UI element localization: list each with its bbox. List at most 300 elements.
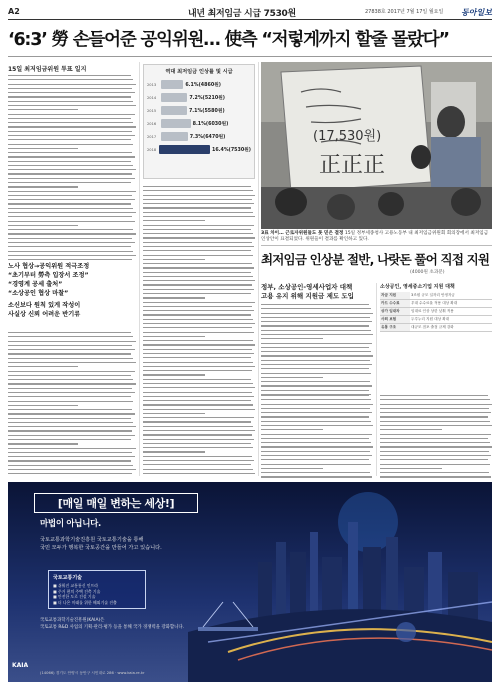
text-line [261,446,373,447]
text-line [261,347,369,348]
table-row [380,292,492,300]
text-line [261,385,372,386]
wage-year: 2015 [147,108,157,113]
text-line [143,314,251,315]
text-line [8,426,136,427]
text-line [8,114,135,115]
policy-detail: 대규모 점포 출점 규제 강화 [410,324,492,332]
text-line [143,447,253,448]
kaia-logo: KAIA [12,662,29,669]
text-line [8,122,133,123]
text-line [8,169,136,170]
text-line [380,416,488,417]
text-line [143,344,255,345]
ad-box-item: ■ 더 나은 미래를 위한 해외기술 진출 [53,599,117,605]
text-line [143,319,253,320]
table-row [380,324,492,332]
text-line [8,139,131,140]
text-line [261,468,323,469]
text-line [143,310,254,311]
text-line [143,297,205,298]
text-line [261,330,371,331]
page-header [8,5,492,19]
text-line [8,96,131,97]
policy-detail: 3조원 규모 일자리 안정자금 [410,292,492,300]
wage-row [147,78,251,91]
subhead-line: 정부, 소상공인-영세사업자 대책 [261,283,353,291]
text-line [143,233,253,234]
text-line [143,430,255,431]
text-line [143,220,205,221]
text-line [261,455,372,456]
text-line [261,442,371,443]
text-line [8,418,131,419]
subhead-line: 사실상 신뢰 어려운 반기류 [8,311,81,318]
text-line [8,182,131,183]
text-line [143,392,252,393]
text-line [261,390,369,391]
text-line [143,306,252,307]
text-line [8,225,78,226]
policy-category: 카드 수수료 [380,300,410,308]
text-line [8,422,133,423]
text-line [8,460,131,461]
policy-category: 상가 임대차 [380,308,410,316]
text-line [143,434,252,435]
text-line [143,349,252,350]
text-line [8,178,135,179]
text-line [8,191,136,192]
wage-bar [161,119,191,128]
table-row [380,308,492,316]
subhead-line: “소상공인 협상 마찰” [8,290,69,297]
ad-box-item: ■ 쉬워진 교통통신 인프라 [53,583,98,588]
ad-tech-box [48,570,146,609]
wage-bar [161,132,188,141]
text-line [143,443,251,444]
text-line [8,452,132,453]
wage-rate-label: 7.1%(5580원) [188,109,225,114]
text-line [261,308,371,309]
text-line [143,195,255,196]
text-line [8,332,131,333]
news-photo [261,62,492,229]
text-line [8,135,135,136]
text-line [261,416,369,417]
text-line [143,327,252,328]
text-line [380,446,492,447]
text-line [8,109,78,110]
text-line [143,357,251,358]
section-title: 내년 최저임금 시급 7530원 [188,9,296,19]
text-line [8,251,133,252]
text-line [261,317,370,318]
text-line [380,451,489,452]
text-line [143,242,252,243]
text-line [8,259,132,260]
text-line [8,375,131,376]
subhead-line: “경영계 공세 출처” [8,281,63,288]
ad-headline: [매일 매일 변하는 세상!] [34,493,198,513]
text-line [8,131,132,132]
story2-subhead [261,283,373,301]
text-line [8,242,135,243]
ad-subline: 마법이 아닙니다. [40,519,101,529]
text-line [380,399,490,400]
text-line [143,362,253,363]
text-line [8,469,136,470]
text-line [143,225,254,226]
text-line [8,203,131,204]
text-line [380,472,489,473]
text-line [8,238,132,239]
text-line [380,425,492,426]
wage-row [147,91,251,104]
text-line [380,442,490,443]
text-line [143,289,254,290]
text-line [261,368,369,369]
text-line [143,263,252,264]
text-line [8,430,132,431]
text-line [8,409,132,410]
text-line [143,353,254,354]
text-line [380,476,491,477]
ad-footer-line: 국토교통 R&D 사업의 기획·관리·평가 등을 통해 국가 경쟁력을 강화합니다. [40,624,184,630]
meeting-photo [261,62,492,229]
wage-bar [161,80,183,89]
wage-bar [161,106,187,115]
wage-year: 2016 [147,121,157,126]
text-line [8,186,78,187]
wage-rate-label: 7.3%(6470원) [189,135,226,140]
text-line [8,92,135,93]
text-line [261,334,373,335]
text-line [8,371,135,372]
text-line [143,409,255,410]
text-line [380,459,488,460]
text-line [8,358,133,359]
main-headline: ‘6:3’ 勞 손들어준 공익위원… 使측 “저렇게까지 할줄 몰랐다” [8,30,449,50]
text-line [8,208,133,209]
text-line [261,451,370,452]
section-divider [261,245,492,246]
text-line [8,75,131,76]
left-article [8,64,136,263]
wage-row [147,104,251,117]
wage-rate-label: 8.1%(6030원) [192,122,229,127]
text-line [143,340,253,341]
table-row [380,300,492,308]
text-line [8,473,132,474]
caption-text: 15일 정부세종청사 고용노동부 내 최저임금위원회 회의장에서 최저임금 인상안이 표결되었다. 위원들이 결과를 확인하고 있다. [261,231,489,242]
text-line [143,216,255,217]
ad-footer-line: 국토교통과학기술진흥원(KAIA)은 [40,618,105,623]
subhead-line: 노사 협상→공익위원 적극조정 [8,263,90,270]
ad-box-title: 국토교통기술 [53,575,82,581]
wage-year: 2014 [147,95,157,100]
text-line [143,186,251,187]
text-line [261,412,372,413]
text-line [143,464,251,465]
text-line [261,343,372,344]
story2-subnote: (4000원 초과분) [410,270,445,275]
text-line [261,404,373,405]
text-line [8,439,131,440]
story2-column-2 [380,283,492,332]
wage-row [147,130,251,143]
ad-box-item: ■ 주거 편의 주택 건축 기술 [53,588,101,594]
text-line [8,79,133,80]
text-line [8,413,135,414]
text-line [143,439,254,440]
text-line [261,395,369,396]
text-line [143,370,252,371]
text-line [261,373,371,374]
text-line [8,349,135,350]
text-line [261,438,369,439]
wage-infographic [143,64,255,179]
text-line [8,341,136,342]
text-line [8,101,133,102]
text-line [143,332,254,333]
text-line [8,345,132,346]
text-line [261,429,323,430]
text-line [261,472,370,473]
text-line [380,455,491,456]
text-line [261,325,369,326]
text-line [8,148,78,149]
policy-detail: 임대료 인상 상한 낮춰 적용 [410,308,492,316]
text-line [143,207,251,208]
text-line [143,404,253,405]
header-rule [8,19,492,20]
ad-address: (14066) 경기도 안양시 동안구 시민대로 286 · www.kaia.re.kr [40,671,145,675]
text-line [143,293,251,294]
text-line [8,456,135,457]
photo-caption [261,231,492,243]
text-line [380,468,442,469]
text-line [8,443,78,444]
text-line [8,233,136,234]
wage-rate-label: 7.2%(5210원) [189,96,226,101]
text-line [8,165,133,166]
text-line [8,105,136,106]
text-line [8,118,131,119]
text-line [8,396,131,397]
text-line [143,272,251,273]
text-line [261,464,371,465]
text-line [143,323,255,324]
text-line [8,379,133,380]
wage-bar [159,145,210,154]
wage-row [147,143,251,156]
text-line [8,255,136,256]
text-line [143,259,205,260]
text-line [261,434,372,435]
caption-title: 3표 차이… 근로자위원들도 못 믿은 결정 [261,231,344,236]
policy-table [380,292,492,332]
text-line [8,173,132,174]
board-amount: (17,530원) [313,129,382,144]
text-line [380,404,492,405]
text-line [143,336,205,337]
left-dateline: 15일 최저임금위원 투표 일지 [8,66,87,73]
text-line [261,408,370,409]
table-row [380,316,492,324]
text-line [143,246,254,247]
wage-bar-list [147,78,251,156]
text-line [380,412,491,413]
wage-rate-label: 16.4%(7530원) [211,148,251,153]
left-subhead [8,262,136,319]
text-line [261,351,371,352]
text-line [8,388,132,389]
text-line [8,195,132,196]
text-line [143,451,205,452]
article-text-block [8,75,136,263]
newspaper-logo: 동아일보 [461,8,492,17]
text-line [261,476,372,477]
text-line [261,425,373,426]
text-line [380,438,488,439]
text-line [8,152,132,153]
ad-body [40,537,162,552]
text-line [261,304,369,305]
text-line [143,203,254,204]
ad-body-line: 국민 모두가 행복한 국토공간을 만들어 가고 있습니다. [40,544,162,551]
wage-year: 2017 [147,134,157,139]
text-line [8,405,78,406]
text-line [261,459,369,460]
article-text-block [261,395,373,481]
text-line [261,377,323,378]
wage-bar [161,93,187,102]
text-line [143,421,251,422]
text-line [261,321,372,322]
text-line [8,216,132,217]
text-line [8,448,136,449]
text-line [143,212,253,213]
issue-date: 27838호 2017년 7월 17일 월요일 [365,9,444,15]
text-line [143,383,253,384]
column-divider [376,283,377,476]
text-line [8,353,131,354]
text-line [143,417,254,418]
text-line [143,276,253,277]
text-line [143,255,253,256]
text-line [143,379,251,380]
text-line [380,408,489,409]
story2-column-1 [261,283,373,398]
text-line [8,383,136,384]
text-line [143,190,253,191]
subhead-line: 소신보다 원칙 있게 작성이 [8,302,81,309]
text-line [8,229,133,230]
text-line [261,338,323,339]
text-line [143,473,255,474]
text-line [261,381,370,382]
text-line [380,429,442,430]
policy-detail: 두루누리 지원 대상 확대 [410,316,492,324]
text-line [8,246,131,247]
text-line [8,392,135,393]
text-line [143,413,205,414]
policy-category: 자금 지원 [380,292,410,300]
ad-footer-text [40,618,184,631]
text-line [8,336,133,337]
policy-detail: 우대 수수료율 적용 대상 확대 [410,300,492,308]
text-line [261,421,371,422]
policy-table-title: 소상공인, 영세중소기업 지원 대책 [380,284,455,290]
infographic-title: 역대 최저임금 인상률 및 시급 [165,69,233,75]
text-line [143,250,251,251]
text-line [143,237,255,238]
ad-body-line: 국토교통과학기술진흥원 국토교통기술을 통해 [40,537,144,543]
text-line [143,267,254,268]
text-line [261,364,372,365]
article-text-block [8,332,136,478]
text-line [380,395,488,396]
text-line [261,313,373,314]
article-text-block [380,395,492,481]
wage-year: 2013 [147,82,157,87]
story2-headline: 최저임금 인상분 절반, 나랏돈 풀어 직접 지원 [261,252,490,267]
text-line [143,199,252,200]
page-number: A2 [8,7,20,16]
text-line [143,302,255,303]
text-line [261,355,373,356]
text-line [143,469,253,470]
text-line [8,401,133,402]
text-line [8,88,132,89]
text-line [8,362,136,363]
policy-category: 사회 보험 [380,316,410,324]
text-line [143,374,205,375]
wage-year: 2018 [147,147,157,152]
text-line [8,161,131,162]
text-line [8,221,135,222]
text-line [8,465,133,466]
wage-rate-label: 6.1%(4860원) [185,83,221,88]
text-line [8,126,136,127]
column-divider [258,62,259,476]
headline-rule [8,56,492,57]
text-line [380,421,490,422]
text-line [261,399,371,400]
text-line [261,360,370,361]
text-line [8,199,135,200]
text-line [143,400,251,401]
text-line [8,435,135,436]
board-tally: 正正正 [319,153,386,178]
text-line [143,426,253,427]
subhead-line: 고용 유지 위해 지원금 제도 도입 [261,292,354,300]
text-line [143,460,254,461]
text-line [8,144,133,145]
middle-article [143,186,255,477]
text-line [143,366,255,367]
text-line [8,212,136,213]
text-line [8,156,135,157]
text-line [143,280,255,281]
column-divider [139,62,140,476]
text-line [8,84,136,85]
policy-category: 유통 구조 [380,324,410,332]
text-line [143,456,252,457]
text-line [8,366,78,367]
text-line [380,434,491,435]
ad-box-item: ■ 안전한 도로 건설 기술 [53,594,96,599]
